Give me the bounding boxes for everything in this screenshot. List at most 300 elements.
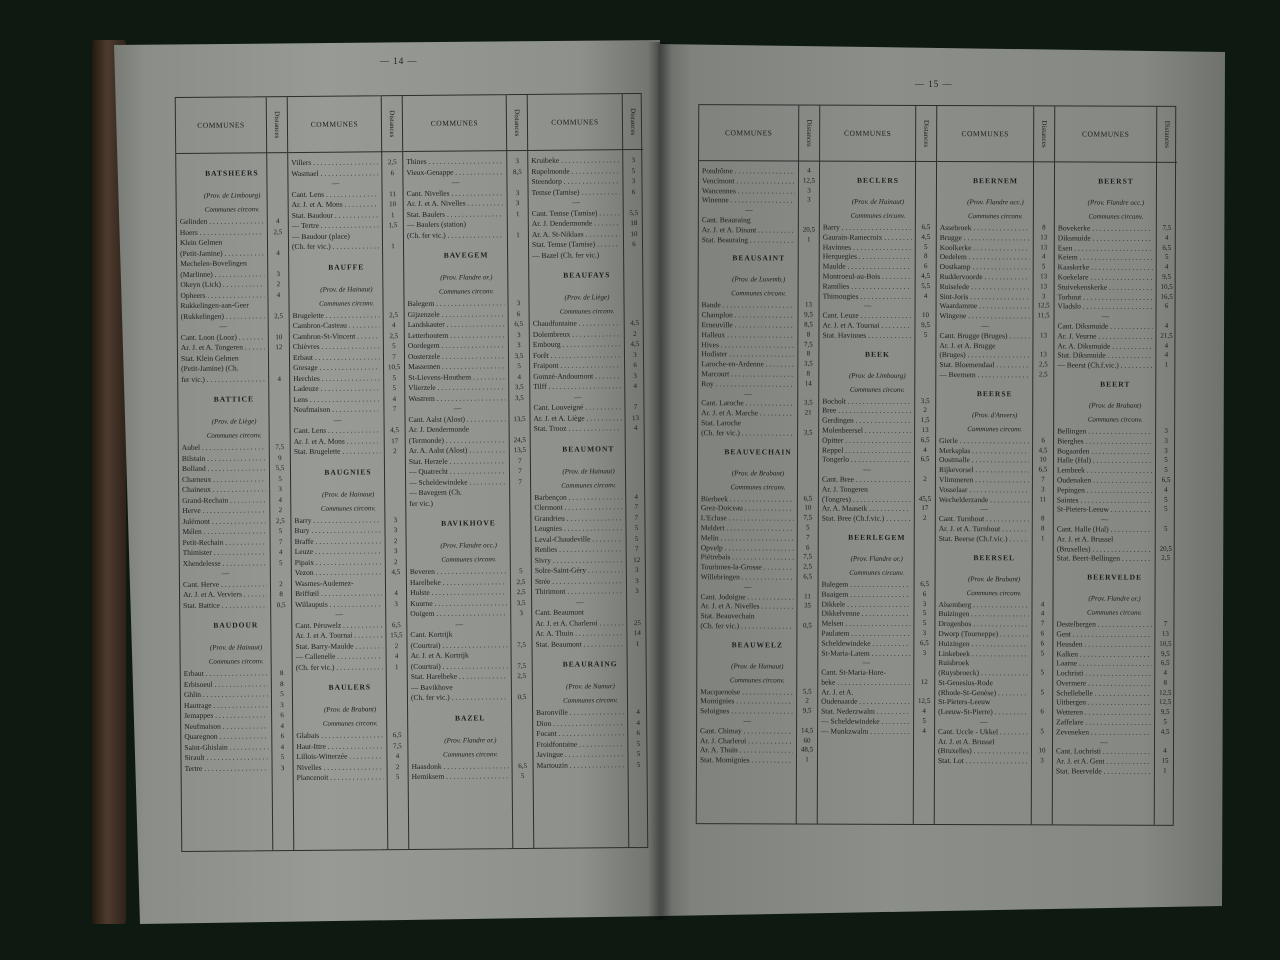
province-label: (Prov. de Limbourg) bbox=[203, 191, 261, 200]
distance-value: 13 bbox=[1040, 242, 1048, 251]
commune-name: Stat. Diksmuide . . . bbox=[1057, 351, 1152, 361]
page-number: — 15 — bbox=[915, 79, 953, 89]
distances-header bbox=[623, 94, 643, 149]
column-body bbox=[403, 150, 533, 849]
distance-value: 3 bbox=[633, 371, 637, 380]
commune-name: St-Genesius-Rode bbox=[938, 677, 993, 688]
distance-value: 4 bbox=[1164, 262, 1169, 271]
commune-name: fer vic.) bbox=[409, 498, 434, 508]
commune-name: Ar. J. et A. Verviers . . . bbox=[183, 589, 267, 600]
distance-value: 2,5 bbox=[389, 331, 399, 340]
distance-value: 4 bbox=[280, 742, 285, 751]
commune-row bbox=[818, 628, 934, 638]
commune-name: Cant. Loon (Looz) . . . bbox=[181, 332, 265, 343]
commune-name: Stat. Trooz . . . bbox=[534, 423, 622, 434]
distance-value: 8 bbox=[923, 252, 928, 261]
commune-name: Dikkelvenne . . . bbox=[821, 609, 910, 619]
commune-name: Erbaut . . . bbox=[184, 668, 268, 679]
commune-name: Cant. Herve . . . bbox=[183, 579, 267, 590]
distance-value: 10 bbox=[804, 503, 812, 512]
distance-value: 1,5 bbox=[388, 221, 398, 230]
communes-circonv-label: Communes circonv. bbox=[320, 503, 376, 513]
commune-name: Julémont . . . bbox=[182, 516, 266, 527]
commune-name: Laarne . . . bbox=[1056, 659, 1151, 669]
commune-name: Kuurne . . . bbox=[410, 598, 507, 609]
column-body bbox=[176, 152, 293, 851]
commune-name: Vieux-Genappe . . . bbox=[406, 167, 503, 178]
distance-value: 3 bbox=[280, 763, 285, 772]
distance-value: 3,5 bbox=[803, 398, 813, 407]
commune-name: Plancenoit . . . bbox=[297, 772, 384, 783]
commune-name: Bree . . . bbox=[822, 406, 911, 416]
commune-row bbox=[936, 465, 1053, 475]
commune-name: Herquegies . . . bbox=[823, 252, 912, 262]
distance-value: 1 bbox=[391, 242, 395, 251]
commune-row bbox=[937, 311, 1054, 321]
commune-name: St-Pieters-Leeuw . . . bbox=[1057, 505, 1152, 515]
commune-name: Ar. J. et A. Liège . . . bbox=[533, 413, 621, 424]
commune-name: Hives . . . bbox=[701, 340, 794, 350]
distance-value: 4 bbox=[276, 290, 281, 299]
commune-row bbox=[534, 759, 649, 771]
commune-row bbox=[935, 727, 1052, 737]
commune-name: Briffœil . . . bbox=[295, 588, 382, 599]
commune-name: Uitbergen . . . bbox=[1056, 698, 1151, 708]
commune-name: Oedelem . . . bbox=[940, 252, 1030, 262]
commune-name: — Beernem . . . bbox=[939, 370, 1029, 380]
commune-row bbox=[1053, 766, 1175, 776]
distance-value: 4 bbox=[636, 718, 640, 727]
communes-table bbox=[696, 104, 1177, 826]
distance-value: 1,5 bbox=[920, 416, 930, 425]
distances-header-label: Distances bbox=[512, 108, 522, 137]
commune-row bbox=[936, 495, 1053, 505]
commune-name: Leuze . . . bbox=[295, 546, 382, 557]
distance-value: 7 bbox=[278, 537, 283, 546]
communes-circonv-label: Communes circonv. bbox=[319, 298, 374, 308]
commune-row bbox=[819, 330, 935, 340]
commune-name: (Courtrai) . . . bbox=[410, 640, 507, 651]
distance-value: 6,5 bbox=[1162, 243, 1172, 252]
commune-row bbox=[1054, 351, 1176, 361]
commune-name: Klein Gelmen bbox=[179, 237, 223, 248]
commune-row bbox=[697, 611, 817, 621]
distance-value: 12,5 bbox=[918, 697, 931, 706]
commune-name: Cant. Jodoigne . . . bbox=[701, 592, 794, 602]
distance-value: 1 bbox=[805, 755, 809, 764]
commune-row bbox=[820, 281, 936, 291]
distance-value: 13,5 bbox=[513, 414, 526, 423]
commune-row bbox=[1054, 554, 1176, 564]
distance-value: 2 bbox=[394, 641, 399, 650]
commune-row bbox=[820, 291, 936, 301]
commune-name: Wancennes . . . bbox=[702, 186, 795, 196]
commune-name: Gresage . . . bbox=[293, 362, 380, 373]
commune-name: Dikkele . . . bbox=[821, 599, 910, 609]
distance-value: 9,5 bbox=[1160, 649, 1170, 658]
commune-name: Gent . . . bbox=[1056, 629, 1151, 639]
commune-name: Herve . . . bbox=[182, 505, 266, 516]
distance-value: 4 bbox=[391, 321, 396, 330]
commune-row bbox=[1054, 534, 1176, 544]
commune-name: Hodister . . . bbox=[701, 350, 794, 360]
communes-circonv-label: Communes circonv. bbox=[729, 675, 785, 685]
communes-header: COMMUNES bbox=[843, 128, 892, 138]
section-heading: BEAUMONT bbox=[562, 443, 615, 454]
distances-header bbox=[267, 97, 287, 152]
distance-value: 4 bbox=[807, 166, 811, 175]
distance-value: 8 bbox=[279, 669, 284, 678]
commune-row bbox=[698, 340, 818, 350]
distance-value: 3,5 bbox=[514, 393, 524, 402]
distance-value: 4,5 bbox=[391, 568, 401, 577]
distance-value: 3,5 bbox=[803, 428, 813, 437]
communes-circonv-label: Communes circonv. bbox=[208, 657, 264, 666]
commune-row bbox=[936, 455, 1053, 465]
distance-value: 10 bbox=[275, 332, 283, 341]
commune-name: Waardamme . . . bbox=[940, 301, 1030, 311]
section-heading: BEAUFAYS bbox=[563, 270, 611, 280]
distance-value: 2 bbox=[633, 329, 637, 338]
distance-value: 7 bbox=[633, 403, 638, 412]
distance-value: 2 bbox=[395, 762, 400, 771]
distance-value: 7,5 bbox=[275, 443, 285, 452]
commune-row bbox=[935, 619, 1052, 629]
commune-name: Cant. Brugge (Bruges) . . . bbox=[939, 331, 1029, 341]
distance-value: 5 bbox=[1163, 717, 1167, 726]
commune-row bbox=[935, 658, 1052, 668]
distance-value: 7 bbox=[1040, 619, 1045, 628]
commune-row bbox=[936, 370, 1053, 380]
province-label: (Prov. de Liège) bbox=[564, 293, 610, 302]
commune-row bbox=[935, 678, 1052, 688]
commune-name: Rukkelingen-aan-Geer bbox=[180, 300, 249, 311]
commune-row bbox=[1053, 717, 1175, 727]
distances-header-label: Distances bbox=[805, 119, 814, 147]
distance-value: 3 bbox=[517, 341, 521, 350]
distance-value: 5 bbox=[278, 558, 283, 567]
distance-value: 4 bbox=[923, 291, 928, 300]
commune-name: Oostkamp . . . bbox=[940, 262, 1030, 272]
distance-value: 6 bbox=[516, 309, 521, 318]
distances-header bbox=[916, 106, 936, 161]
commune-name: Leugnies . . . bbox=[534, 523, 622, 534]
commune-name: Oudenaarde . . . bbox=[821, 697, 910, 707]
communes-circonv-label: Communes circonv. bbox=[967, 212, 1023, 221]
distance-value: 7,5 bbox=[517, 640, 526, 649]
commune-name: Melin . . . bbox=[701, 533, 794, 543]
section-heading: BAVIKHOVE bbox=[441, 518, 496, 528]
commune-row bbox=[698, 572, 818, 582]
distance-value: 5 bbox=[1164, 495, 1168, 504]
separator: — bbox=[1101, 514, 1109, 524]
distance-value: 0,5 bbox=[517, 693, 527, 702]
distance-value: 4 bbox=[1163, 668, 1168, 677]
commune-row bbox=[937, 243, 1054, 253]
communes-header: COMMUNES bbox=[430, 118, 479, 128]
commune-name: Thimougies . . . bbox=[823, 291, 912, 301]
commune-name: (Ch. fer vic.) . . . bbox=[411, 692, 508, 703]
separator: — bbox=[219, 321, 228, 331]
commune-name: Stat. Brugelette . . . bbox=[294, 446, 381, 457]
commune-name: Cambron-Casteau . . . bbox=[293, 320, 380, 331]
distance-value: 8 bbox=[806, 349, 811, 358]
distance-value: 6,5 bbox=[803, 572, 812, 581]
communes-circonv-label: Communes circonv. bbox=[967, 424, 1023, 434]
distance-value: 4,5 bbox=[921, 271, 931, 280]
distance-value: 2 bbox=[276, 280, 281, 289]
commune-name: Rijkevorsel . . . bbox=[939, 465, 1029, 475]
commune-name: Vlierzele . . . bbox=[408, 382, 505, 393]
distance-value: 7 bbox=[392, 352, 396, 361]
distance-value: 10,5 bbox=[1159, 639, 1172, 648]
separator: — bbox=[451, 177, 460, 187]
commune-name: Temse (Tamise) . . . bbox=[532, 187, 620, 198]
distance-value: 5 bbox=[922, 717, 926, 726]
communes-circonv-label: Communes circonv. bbox=[441, 555, 497, 564]
distance-value: 4 bbox=[392, 394, 397, 403]
commune-name: Haasdonk . . . bbox=[412, 761, 509, 772]
commune-name: Opheers . . . bbox=[180, 290, 264, 301]
commune-name: Stat. Beerse (Ch.f.vic.) . . . bbox=[939, 534, 1029, 544]
commune-row bbox=[698, 523, 818, 533]
distance-value: 13 bbox=[1040, 233, 1048, 242]
commune-row bbox=[1054, 331, 1176, 341]
commune-name: Glabais . . . bbox=[296, 730, 383, 741]
distance-value: 4 bbox=[923, 445, 927, 454]
commune-name: (Ch. fer vic.) . . . bbox=[296, 662, 383, 673]
commune-row bbox=[697, 687, 817, 697]
distance-value: 6 bbox=[923, 262, 928, 271]
commune-name: Charneux . . . bbox=[182, 474, 266, 485]
commune-row bbox=[818, 726, 934, 736]
separator: — bbox=[333, 415, 342, 425]
table-column-group bbox=[176, 97, 295, 851]
province-label: (Prov. Flandre occ.) bbox=[1087, 198, 1145, 207]
distance-value: 2,5 bbox=[389, 310, 399, 319]
distance-value: 5 bbox=[395, 773, 400, 782]
commune-row bbox=[818, 717, 934, 727]
commune-name: Barbençon . . . bbox=[534, 492, 622, 503]
commune-row bbox=[698, 330, 818, 340]
province-label: (Prov. de Brabant) bbox=[967, 574, 1021, 583]
commune-name: — Scheldewindeke . . . bbox=[409, 477, 506, 488]
commune-row bbox=[1053, 708, 1175, 718]
commune-name: Cant. Péruwelz . . . bbox=[295, 620, 382, 631]
distance-value: 6,5 bbox=[1160, 659, 1170, 668]
commune-row bbox=[936, 331, 1053, 341]
distance-value: 1 bbox=[516, 230, 520, 239]
commune-name: Schellebelle . . . bbox=[1056, 688, 1151, 698]
commune-row bbox=[936, 475, 1053, 485]
distances-header-label: Distances bbox=[1040, 120, 1049, 148]
commune-name: — Baulers (station) bbox=[406, 219, 467, 230]
distance-value: 5 bbox=[392, 384, 397, 393]
commune-row bbox=[699, 301, 819, 311]
commune-row bbox=[698, 320, 818, 330]
commune-name: Thimister . . . bbox=[183, 547, 267, 558]
distance-value: 48,5 bbox=[800, 745, 814, 755]
commune-row bbox=[936, 341, 1053, 351]
commune-name: Froidfontaine . . . bbox=[536, 739, 624, 750]
column-header bbox=[820, 106, 936, 162]
distance-value: 2,5 bbox=[276, 516, 285, 525]
commune-row bbox=[1053, 620, 1175, 630]
commune-row bbox=[935, 737, 1052, 747]
commune-name: Petit-Rechain . . . bbox=[183, 537, 267, 548]
commune-name: Cambron-St-Vincent . . . bbox=[293, 331, 380, 342]
commune-name: Koekelare . . . bbox=[1058, 272, 1153, 282]
commune-name: Momignies . . . bbox=[700, 697, 793, 707]
commune-name: Martouzin . . . bbox=[537, 760, 625, 771]
commune-row bbox=[1055, 243, 1177, 253]
distance-value: 10 bbox=[389, 200, 397, 209]
commune-name: Tilff . . . bbox=[533, 381, 621, 392]
commune-name: Okeyn (Lick) . . . bbox=[180, 279, 264, 290]
distances-header bbox=[799, 106, 819, 161]
commune-row bbox=[698, 543, 818, 553]
commune-row bbox=[937, 252, 1054, 262]
distance-value: 13 bbox=[1040, 272, 1048, 281]
distance-value: 4,5 bbox=[921, 232, 931, 241]
commune-name: Stat. Battice . . . bbox=[183, 600, 267, 611]
distance-value: 3 bbox=[922, 648, 927, 657]
commune-name: (Petit-Jamine) (Ch. bbox=[181, 363, 239, 374]
commune-row bbox=[1054, 505, 1176, 515]
commune-name: Ar. J. et A. Gent . . . bbox=[1056, 757, 1151, 767]
commune-name: Keiem . . . bbox=[1058, 253, 1153, 263]
communes-header: COMMUNES bbox=[724, 128, 773, 138]
commune-name: Rupelmonde . . . bbox=[531, 166, 619, 177]
commune-name: — Bavegem (Ch. bbox=[409, 487, 462, 498]
commune-name: Winenne . . . bbox=[702, 196, 795, 206]
commune-row bbox=[935, 639, 1052, 649]
distance-value: 3 bbox=[922, 599, 927, 608]
distance-value: 7,5 bbox=[803, 513, 813, 522]
communes-circonv-label: Communes circonv. bbox=[849, 568, 905, 577]
distance-value: 4,5 bbox=[630, 340, 640, 349]
distance-value: 11 bbox=[1039, 494, 1047, 503]
distance-value: 7 bbox=[634, 503, 639, 512]
commune-name: Wechelderzande . . . bbox=[939, 495, 1029, 505]
commune-row bbox=[935, 609, 1052, 619]
commune-name: Neufmaison . . . bbox=[293, 404, 380, 415]
commune-name: Ooigem . . . bbox=[410, 608, 507, 619]
province-label: (Prov. Flandre or.) bbox=[444, 735, 497, 745]
commune-name: Cant. Kortrijk bbox=[410, 629, 453, 640]
commune-name: Ar. J. et A. Tournai . . . bbox=[822, 321, 911, 331]
commune-name: Opvelp . . . bbox=[701, 543, 794, 553]
commune-name: Ar. J. et A. Nivelles . . . bbox=[407, 198, 504, 209]
section-heading: BAUDOUR bbox=[213, 620, 259, 630]
distance-value: 2 bbox=[278, 506, 283, 515]
commune-name: Stat. Bloemendaal . . . bbox=[939, 360, 1029, 370]
distance-value: 3,5 bbox=[514, 383, 524, 392]
province-label: (Prov. de Luxemb.) bbox=[731, 275, 786, 284]
commune-name: Cant. Uccle - Ukkel . . . bbox=[938, 727, 1028, 737]
distance-value: 9,5 bbox=[921, 320, 930, 329]
commune-name: Koolkerke . . . bbox=[940, 243, 1030, 253]
distance-value: 8 bbox=[1041, 524, 1045, 533]
commune-row bbox=[935, 707, 1052, 717]
commune-name: Cant. Lens . . . bbox=[294, 425, 381, 436]
commune-row bbox=[935, 648, 1052, 658]
distance-value: 6,5 bbox=[920, 579, 929, 588]
commune-name: Focant . . . bbox=[536, 728, 624, 739]
commune-row bbox=[818, 668, 934, 678]
commune-row bbox=[697, 621, 817, 631]
commune-name: Baronville . . . bbox=[536, 707, 624, 718]
commune-row bbox=[294, 772, 408, 783]
commune-row bbox=[1054, 475, 1176, 485]
commune-name: Cant. Lens . . . bbox=[292, 189, 379, 200]
commune-name: Quaregnon . . . bbox=[184, 731, 268, 742]
commune-name: Cant. Bree . . . bbox=[822, 475, 911, 485]
commune-name: fer vic.) . . . bbox=[181, 374, 265, 385]
book-gutter bbox=[648, 42, 672, 920]
distance-value: 6 bbox=[1040, 629, 1045, 638]
commune-row bbox=[937, 272, 1054, 282]
distance-value: 4 bbox=[1040, 609, 1045, 618]
commune-row bbox=[1053, 698, 1175, 708]
commune-name: Dworp (Tourneppe) . . . bbox=[938, 629, 1028, 639]
commune-name: Ar. J. Dendermonde bbox=[408, 424, 470, 435]
commune-row bbox=[1053, 639, 1175, 649]
distance-value: 2,5 bbox=[1038, 360, 1048, 369]
commune-row bbox=[1053, 629, 1175, 639]
commune-name: Clermont . . . bbox=[534, 502, 622, 513]
column-body bbox=[697, 160, 819, 823]
commune-name: Ar. J. et A. Marche . . . bbox=[701, 408, 794, 418]
commune-row bbox=[819, 504, 935, 514]
distance-value: 4 bbox=[1164, 321, 1169, 330]
distance-value: 14 bbox=[633, 629, 641, 638]
commune-row bbox=[699, 215, 819, 225]
distance-value: 13 bbox=[1039, 350, 1047, 359]
commune-name: Bierghes . . . bbox=[1057, 436, 1152, 446]
distance-value: 3 bbox=[631, 177, 636, 186]
commune-name: (Courtrai) . . . bbox=[411, 661, 508, 672]
communes-circonv-label: Communes circonv. bbox=[438, 287, 494, 296]
commune-name: Saintes . . . bbox=[1057, 495, 1152, 505]
distance-value: 5 bbox=[636, 760, 641, 769]
distance-value: 4,5 bbox=[630, 319, 640, 328]
commune-name: Ar. J. et A. Mons . . . bbox=[294, 436, 381, 447]
province-label: (Prov. de Brabant) bbox=[323, 705, 377, 714]
province-label: (Prov. Flandre or.) bbox=[850, 554, 903, 563]
commune-row bbox=[698, 379, 818, 389]
commune-row bbox=[1054, 361, 1176, 371]
commune-name: Stat. Nederzwalm . . . bbox=[821, 707, 910, 717]
commune-row bbox=[1054, 495, 1176, 505]
distance-value: 12,5 bbox=[1159, 698, 1172, 707]
distance-value: 45,5 bbox=[918, 494, 932, 503]
commune-row bbox=[697, 601, 817, 611]
commune-row bbox=[819, 455, 935, 465]
commune-name: Buizingen . . . bbox=[938, 609, 1028, 619]
distance-value: 6 bbox=[632, 240, 636, 249]
commune-name: Vencimont . . . bbox=[702, 176, 795, 186]
distance-value: 6,5 bbox=[803, 494, 813, 503]
section-heading: BAUFFE bbox=[328, 261, 365, 272]
commune-row bbox=[1053, 727, 1175, 737]
distance-value: 7 bbox=[1163, 619, 1168, 628]
commune-row bbox=[936, 350, 1053, 360]
commune-row bbox=[819, 406, 935, 416]
distance-value: 10 bbox=[922, 311, 930, 320]
distance-value: 3 bbox=[519, 609, 524, 618]
commune-name: Ar. A. Thuin . . . bbox=[535, 628, 623, 639]
